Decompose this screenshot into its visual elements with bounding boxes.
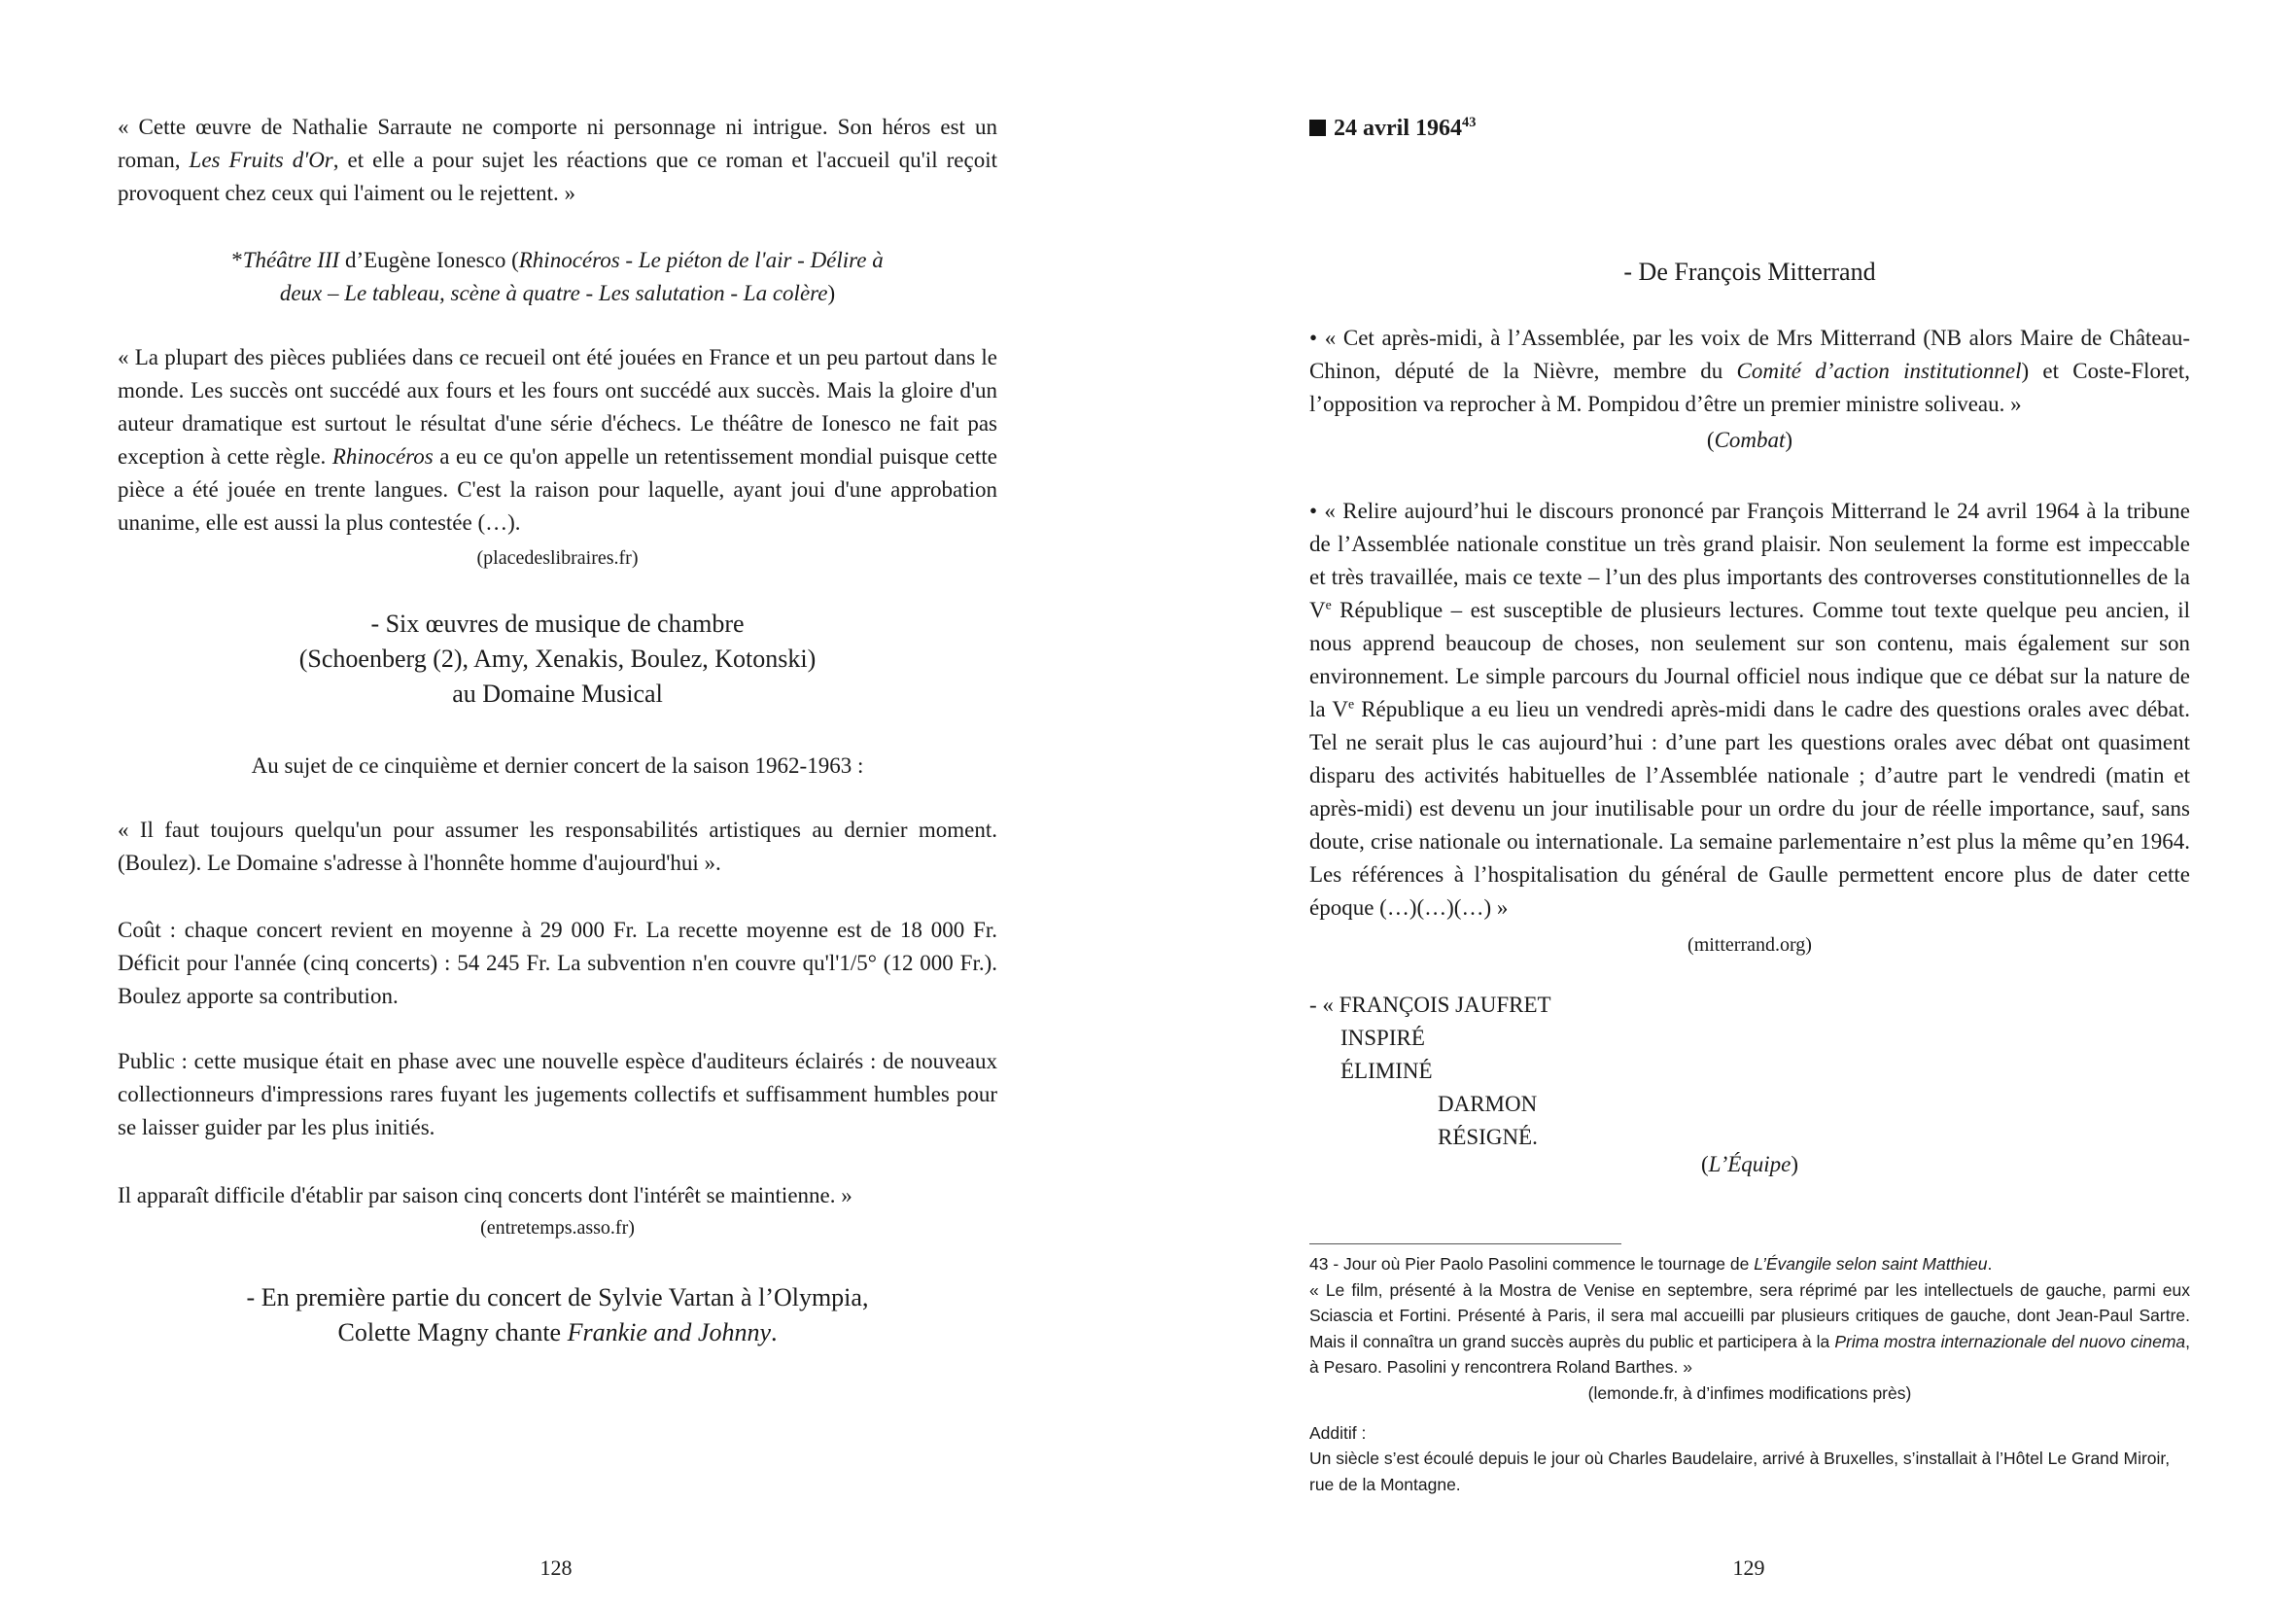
paragraph-public: Public : cette musique était en phase avec une nouvelle espèce d'auditeurs éclairés : de nouveaux collectionneurs d'impressions rares fuyant les jugements collectifs et suffisamment humbles pour se laisser guider par les plus initiés. xyxy=(118,1049,997,1139)
paragraph-ionesco: « La plupart des pièces publiées dans ce recueil ont été jouées en France et un peu partout dans le monde. Les succès ont succédé aux fours et les fours ont succédé aux succès. Mais la gloire d'un auteur dramatique est surtout le résultat d'une série d'échecs. Le théâtre de Ionesco ne fait pas exception à cette règle. Rhinocéros a eu ce qu'on appelle un retentissement mondial puisque cette pièce a été jouée en trente langues. C'est la raison pour laquelle, ayant joui d'une approbation unanime, elle est aussi la plus contestée (…). xyxy=(118,345,997,535)
quote-mitterrand-org: • « Relire aujourd’hui le discours prononcé par François Mitterrand le 24 avril 1964 à la tribune de l’Assemblée nationale constitue un très grand plaisir. Non seulement la forme est impeccable et très travaillée, mais ce texte – l’un des plus importants des controverses constitutionnelles de la Ve République – est susceptible de plusieurs lectures. Comme tout texte quelque peu ancien, il nous apprend beaucoup de choses, non seulement sur son contenu, mais également sur son environnement. Le simple parcours du Journal officiel nous indique que ce débat sur la nature de la Ve République a eu lieu un vendredi après-midi dans le cadre des questions orales avec débat. Tel ne serait plus le cas aujourd’hui : d’une part les questions orales avec débat ont quasiment disparu des activités habituelles de l’Assemblée nationale ; d’autre part le vendredi (matin et après-midi) est devenu un jour inutilisable pour un ordre du jour de réelle importance, sauf, sans doute, crise nationale ou internationale. La semaine parlementaire n’est plus la même qu’en 1964. Les références à l’hospitalisation du général de Gaulle permettent encore plus de dater cette époque (…)(…)(…) » xyxy=(1309,499,2190,920)
date-heading: 24 avril 1964$^{43}$ xyxy=(1309,112,2190,145)
page-number-left: 128 xyxy=(539,1555,573,1580)
intro-text: Au sujet de ce cinquième et dernier concert de la saison 1962-1963 : xyxy=(251,753,864,778)
paragraph-sarraute: « Cette œuvre de Nathalie Sarraute ne comporte ni personnage ni intrigue. Son héros est un roman, Les Fruits d'Or, et elle a pour sujet les réactions que ce roman et l'accueil qu'il reçoit provoquent chez ceux qui l'aiment ou le rejettent. » xyxy=(118,115,997,205)
source-mitterrand-org: (mitterrand.org) xyxy=(1687,934,1812,956)
paragraph-boulez: « Il faut toujours quelqu'un pour assumer les responsabilités artistiques au dernier moment. (Boulez). Le Domaine s'adresse à l'honnête homme d'aujourd'hui ». xyxy=(118,818,997,875)
source-placedeslibraires: (placedeslibraires.fr) xyxy=(476,547,639,569)
square-bullet-icon xyxy=(1309,120,1326,136)
source-entretemps: (entretemps.asso.fr) xyxy=(480,1217,635,1239)
footnote-divider xyxy=(1309,1243,1621,1244)
quote-combat: • « Cet après-midi, à l’Assemblée, par les voix de Mrs Mitterrand (NB alors Maire de Château-Chinon, député de la Nièvre, membre du Comité d’action institutionnel) et Coste-Floret, l’opposition va reprocher à M. Pompidou d’être un premier ministre soliveau. » xyxy=(1309,326,2191,416)
headline-equipe: - « FRANÇOIS JAUFRET INSPIRÉ ÉLIMINÉ DARMON RÉSIGNÉ. xyxy=(1309,993,1551,1149)
section-heading-olympia: - En première partie du concert de Sylvie Vartan à l’Olympia, Colette Magny chante Frankie and Johnny. xyxy=(246,1283,869,1346)
subheading-mitterrand: - De François Mitterrand xyxy=(1623,258,1876,286)
footnote-ref: 43 xyxy=(1462,115,1477,130)
theatre-title: *Théâtre III d’Eugène Ionesco (Rhinocéros - Le piéton de l'air - Délire à deux – Le tableau, scène à quatre - Les salutation - La colère) xyxy=(231,248,884,305)
source-equipe: (L’Équipe) xyxy=(1700,1152,1799,1176)
section-heading-domaine-musical: - Six œuvres de musique de chambre (Schoenberg (2), Amy, Xenakis, Boulez, Kotonski) au Domaine Musical xyxy=(298,610,817,708)
paragraph-conclusion: Il apparaît difficile d'établir par saison cinq concerts dont l'intérêt se maintienne. » xyxy=(118,1183,852,1207)
footnote-43: 43 - Jour où Pier Paolo Pasolini commence le tournage de L’Évangile selon saint Matthieu. « Le film, présenté à la Mostra de Venise en septembre, sera réprimé par les intellectuels de gauche, parmi eux Sciascia et Fortini. Présenté à Paris, il sera mal accueilli par plusieurs critiques de gauche, dont Jean-Paul Sartre. Mais il connaîtra un grand succès auprès du public et participera à la Prima mostra internazionale del nuovo cinema, à Pesaro. Pasolini y rencontrera Roland Barthes. » (lemonde.fr, à d’infimes modifications près) Additif : Un siècle s’est écoulé depuis le jour où Charles Baudelaire, arrivé à Bruxelles, s’installait à l’Hôtel Le Grand Miroir, rue de la Montagne. xyxy=(1309,1254,2191,1494)
page-number-right: 129 xyxy=(1732,1555,1765,1580)
source-combat: (Combat) xyxy=(1706,428,1793,452)
paragraph-cout: Coût : chaque concert revient en moyenne à 29 000 Fr. La recette moyenne est de 18 000 Fr. Déficit pour l'année (cinq concerts) : 54 245 Fr. La subvention n'en couvre qu'l'1/5° (12 000 Fr.). Boulez apporte sa contribution. xyxy=(118,918,997,1008)
